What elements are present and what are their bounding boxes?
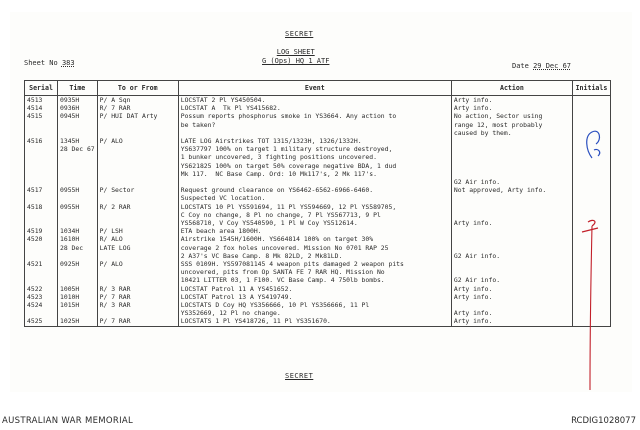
cell-serial: 4524 xyxy=(25,301,58,317)
cell-time: 0935H xyxy=(58,96,98,105)
cell-event: LOCSTAT Patrol 13 A YS419749. xyxy=(178,293,451,301)
table-row xyxy=(25,317,611,326)
sheet-number-value: 383 xyxy=(61,59,75,67)
cell-serial: 4521 xyxy=(25,260,58,285)
cell-serial: 4515 xyxy=(25,112,58,137)
cell-event: Possum reports phosphorus smoke in YS3664. Any action to be taken? xyxy=(178,112,451,137)
table-row xyxy=(25,260,611,285)
cell-serial: 4525 xyxy=(25,317,58,326)
cell-event: LOCSTAT A Tk Pl YS415682. xyxy=(178,104,451,112)
cell-to-from: P/ HUI DAT Arty xyxy=(97,112,178,137)
footer-institution: AUSTRALIAN WAR MEMORIAL xyxy=(2,416,134,426)
classification-top: SECRET xyxy=(285,30,314,38)
date-value: 29 Dec 67 xyxy=(533,62,572,70)
cell-event: LOCSTATS D Coy HQ YS356666, 10 Pl YS356666, 11 Pl YS352669, 12 Pl no change. xyxy=(178,301,451,317)
table-row xyxy=(25,112,611,137)
cell-event: LOCSTAT Patrol 11 A YS451652. xyxy=(178,285,451,293)
cell-action: Arty info. xyxy=(451,301,572,317)
cell-to-from: P/ A Sqn xyxy=(97,96,178,105)
log-table-body xyxy=(25,96,611,327)
cell-action: Arty info. xyxy=(451,203,572,228)
table-row xyxy=(25,301,611,317)
cell-to-from: R/ 3 RAR xyxy=(97,301,178,317)
table-row xyxy=(25,203,611,228)
cell-time: 0936H xyxy=(58,104,98,112)
col-time: Time xyxy=(58,81,98,96)
cell-action: Not approved, Arty info. xyxy=(451,186,572,202)
cell-to-from: P/ LSH xyxy=(97,227,178,235)
cell-action: No action, Sector using range 12, most probably caused by them. xyxy=(451,112,572,137)
cell-time: 1610H 28 Dec xyxy=(58,235,98,260)
sheet-number xyxy=(24,59,75,67)
cell-time: 1005H xyxy=(58,285,98,293)
col-action: Action xyxy=(451,81,572,96)
cell-serial: 4517 xyxy=(25,186,58,202)
cell-time: 1025H xyxy=(58,317,98,326)
cell-action: Arty info. xyxy=(451,96,572,105)
cell-time: 1345H 28 Dec 67 xyxy=(58,137,98,186)
table-row xyxy=(25,285,611,293)
col-serial: Serial xyxy=(25,81,58,96)
col-to-from: To or From xyxy=(97,81,178,96)
cell-action: Arty info. xyxy=(451,317,572,326)
cell-serial: 4520 xyxy=(25,235,58,260)
log-title-block xyxy=(262,48,329,66)
cell-to-from: R/ 3 RAR xyxy=(97,285,178,293)
cell-time: 1010H xyxy=(58,293,98,301)
cell-event: Request ground clearance on YS6462-6562-6966-6460. Suspected VC location. xyxy=(178,186,451,202)
sheet-number-label: Sheet No xyxy=(24,59,58,67)
cell-to-from: R/ 2 RAR xyxy=(97,203,178,228)
log-table xyxy=(24,80,611,327)
log-title: LOG SHEET xyxy=(276,48,315,56)
cell-serial: 4522 xyxy=(25,285,58,293)
cell-time: 1034H xyxy=(58,227,98,235)
table-header-row xyxy=(25,81,611,96)
cell-action: G2 Air info. xyxy=(451,235,572,260)
table-row xyxy=(25,137,611,186)
table-row xyxy=(25,235,611,260)
classification-bottom: SECRET xyxy=(285,372,314,380)
sheet-date xyxy=(512,62,571,70)
cell-time: 0925H xyxy=(58,260,98,285)
table-row xyxy=(25,104,611,112)
cell-to-from: P/ 7 RAR xyxy=(97,317,178,326)
table-row xyxy=(25,96,611,105)
cell-to-from: P/ Sector xyxy=(97,186,178,202)
cell-to-from: P/ ALO xyxy=(97,137,178,186)
cell-event: LOCSTATS 1 Pl YS418726, 11 Pl YS351670. xyxy=(178,317,451,326)
cell-action: Arty info. xyxy=(451,104,572,112)
cell-serial: 4513 xyxy=(25,96,58,105)
cell-event: SSS 0109H. YS597081145 4 weapon pits damaged 2 weapon pits uncovered, pits from Op SANTA FE 7 RAR HQ. Mission No 10421 LITTER 03, 1 F100. VC Base Camp. 4 750lb bombs. xyxy=(178,260,451,285)
cell-serial: 4523 xyxy=(25,293,58,301)
handwritten-initials-signature xyxy=(578,122,612,392)
cell-event: LATE LOG Airstrikes TOT 1315/1323H, 1326/1332H. YS637797 100% on target 1 military structure destroyed, 1 bunker uncovered, 3 fighting positions uncovered. YS621825 100% on target 50% coverage negative BDA, 1 dud Mk 117. NC Base Camp. Ord: 10 Mk117's, 2 Mk 117's. xyxy=(178,137,451,186)
cell-to-from: P/ ALO xyxy=(97,260,178,285)
log-subtitle: G (Ops) HQ 1 ATF xyxy=(262,57,330,65)
table-row xyxy=(25,227,611,235)
cell-time: 1015H xyxy=(58,301,98,317)
cell-to-from: P/ 7 RAR xyxy=(97,293,178,301)
cell-initials xyxy=(572,96,610,105)
cell-event: LOCSTAT 2 Pl YS450504. xyxy=(178,96,451,105)
cell-serial: 4514 xyxy=(25,104,58,112)
table-row xyxy=(25,186,611,202)
cell-action: G2 Air info. xyxy=(451,137,572,186)
cell-time: 0955H xyxy=(58,186,98,202)
cell-event: ETA beach area 1800H. xyxy=(178,227,451,235)
cell-time: 0955H xyxy=(58,203,98,228)
cell-action: Arty info. xyxy=(451,285,572,293)
cell-action: G2 Air info. xyxy=(451,260,572,285)
col-initials: Initials xyxy=(572,81,610,96)
cell-time: 0945H xyxy=(58,112,98,137)
archive-footer xyxy=(0,414,640,430)
cell-initials xyxy=(572,104,610,112)
cell-serial: 4516 xyxy=(25,137,58,186)
table-row xyxy=(25,293,611,301)
cell-event: Airstrike 1545H/1600H. YS664814 100% on target 30% coverage 2 fox holes uncovered. Mission No 0701 RAP 25 2 A37's VC Base Camp. 8 Mk 82LD, 2 Mk81LD. xyxy=(178,235,451,260)
cell-action: Arty info. xyxy=(451,293,572,301)
cell-to-from: R/ 7 RAR xyxy=(97,104,178,112)
cell-serial: 4518 xyxy=(25,203,58,228)
col-event: Event xyxy=(178,81,451,96)
cell-serial: 4519 xyxy=(25,227,58,235)
cell-event: LOCSTATS 10 Pl YS591694, 11 Pl YS594669, 12 Pl YS589705, C Coy no change, 8 Pl no change, 7 Pl YS567713, 9 Pl YS568710, V Coy YS540590, 1 Pl W Coy YS512614. xyxy=(178,203,451,228)
cell-action xyxy=(451,227,572,235)
cell-to-from: R/ ALO LATE LOG xyxy=(97,235,178,260)
footer-record-id: RCDIG1028077 xyxy=(571,416,636,426)
date-label: Date xyxy=(512,62,529,70)
